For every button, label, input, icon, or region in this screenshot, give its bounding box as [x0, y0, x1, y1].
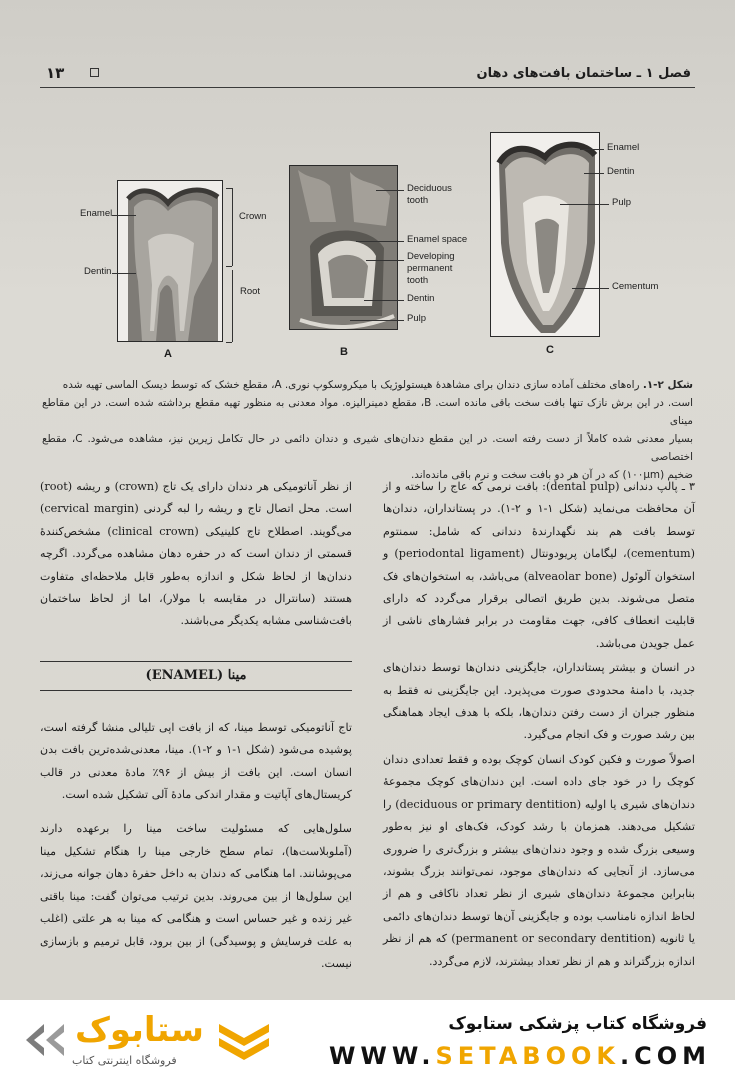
- label-deciduous-tooth: tooth: [407, 195, 429, 206]
- panel-letter-c: C: [546, 344, 554, 356]
- url-prefix: WWW.: [328, 1042, 436, 1070]
- leader-line: [572, 288, 609, 289]
- figure: [0, 120, 735, 370]
- label-deciduous: Deciduous: [407, 183, 452, 194]
- label-crown: Crown: [239, 211, 267, 222]
- label-enamel-space: Enamel space: [407, 234, 468, 245]
- shop-url[interactable]: [329, 1042, 711, 1070]
- label-pulp-c: Pulp: [612, 197, 632, 208]
- shop-title: فروشگاه کتاب پزشکی ستابوک: [448, 1014, 707, 1034]
- label-enamel-c: Enamel: [607, 142, 640, 153]
- logo-text: ستابوک: [75, 1010, 204, 1050]
- paragraph: در انسان و بیشتر پستانداران، جایگزینی دندان‌ها توسط دندان‌های جدید، با دامنهٔ محدودی صورت می‌پذیرد. این جایگزینی نه فقط به منظور جبران از دست رفتن دندان‌ها، بلکه با هدف ایجاد هماهنگی بین رشد صورت و فک انجام می‌گیرد.: [383, 661, 695, 742]
- figure-panel-c-image: [490, 132, 600, 337]
- label-developing: Developing: [407, 251, 455, 262]
- section-heading: مینا (ENAMEL): [40, 661, 352, 691]
- label-root: Root: [240, 286, 261, 297]
- root-bracket: [232, 270, 233, 342]
- leader-line: [580, 149, 604, 150]
- right-column: [383, 476, 695, 975]
- leader-line: [226, 188, 232, 189]
- square-icon: [90, 68, 99, 77]
- leader-line: [350, 320, 404, 321]
- paragraph: تاج آناتومیکی توسط مینا، که از بافت اپی تلیالی منشا گرفته است، پوشیده می‌شود (شکل ۱-۱ و ۲-۱). مینا، معدنی‌شده‌ترین بافت بدن انسان است. این بافت از بیش از ۹۶٪ مادهٔ معدنی در قالب کریستال‌های آپاتیت و مقدار اندکی مادهٔ آلی تشکیل شده است.: [40, 720, 353, 802]
- label-cementum: Cementum: [612, 281, 659, 292]
- label-dentin-c: Dentin: [607, 166, 635, 177]
- panel-letter-a: A: [164, 348, 172, 360]
- page-header: [40, 62, 695, 88]
- leader-line: [112, 215, 136, 216]
- chevron-logo-icon: [215, 1018, 273, 1064]
- caption-line: ضخیم (۱۰۰μm) که در آن هر دو بافت سخت و نرم باقی مانده‌اند.: [410, 469, 693, 481]
- label-dentin-b: Dentin: [407, 293, 435, 304]
- figure-caption: [42, 376, 693, 484]
- leader-line: [226, 266, 232, 267]
- chapter-title: فصل ۱ ـ ساختمان بافت‌های دهان: [476, 66, 691, 81]
- figure-panel-a-image: [117, 180, 223, 342]
- shop-banner: [0, 1000, 735, 1080]
- url-brand: SETABOOK: [435, 1042, 620, 1070]
- leader-line: [356, 241, 404, 242]
- caption-text: راه‌های مختلف آماده سازی دندان برای مشاهدهٔ هیستولوژیک با میکروسکوپ نوری. A، مقطع خشک که توسط دیسک الماسی تهیه شده: [62, 379, 640, 391]
- book-logo-icon: [22, 1016, 70, 1064]
- leader-line: [376, 190, 404, 191]
- leader-line: [112, 273, 136, 274]
- panel-letter-b: B: [340, 346, 348, 358]
- caption-line: [42, 376, 693, 394]
- caption-line: است. در این برش نازک تنها بافت سخت باقی مانده است. B، مقطع دمینرالیزه. مواد معدنی به منظور تهیه مقطع برداشته شده است. در این مقاطع مینای: [42, 397, 693, 427]
- logo-subtitle: فروشگاه اینترنتی کتاب: [72, 1054, 177, 1067]
- paragraph: ۳ ـ پالپ دندانی (dental pulp): بافت نرمی که عاج را ساخته و از آن محافظت می‌نماید (شکل ۱-۱ و ۲-۱). در پستانداران، دندان‌ها توسط بافت هم بند نگهدارندهٔ دندانی که شامل: سمنتوم (cementum)، لیگامان پریودونتال (periodontal ligament) و استخوان آلوئول (alveaolar bone) می‌باشد، به استخوان‌های فک متصل می‌شوند. بدین طریق اتصالی برقرار می‌گردد که دارای قابلیت انعطاف کافی، جهت مقاومت در برابر فشارهای ناشی از عمل جویدن می‌باشد.: [383, 480, 696, 650]
- left-column: [40, 476, 352, 977]
- paragraph: سلول‌هایی که مسئولیت ساخت مینا را برعهده دارند (آملوبلاست‌ها)، تمام سطح خارجی مینا را هنگام تشکیل مینا می‌پوشانند. اما هنگامی که دندان به داخل حفرهٔ دهان جوانه می‌زند، این سلول‌ها از بین می‌روند. بدین ترتیب می‌توان گفت: مینا باقتی غیر زنده و غیر حساس است و هنگامی که مینا به هر علتی (اغلب به علت فرسایش و پوسیدگی) از بین برود، قابل ترمیم و بازسازی نیست.: [40, 822, 352, 970]
- page-number: ۱۳: [46, 64, 65, 82]
- label-permanent-tooth: tooth: [407, 275, 429, 286]
- leader-line: [560, 204, 609, 205]
- crown-bracket: [232, 188, 233, 266]
- paragraph: اصولاً صورت و فکین کودک انسان کوچک بوده و فقط تعدادی دندان کوچک را در خود جای داده است. این دندان‌های کوچک مجموعهٔ دندان‌های شیری یا اولیه (deciduous or primary dentition) را تشکیل می‌دهند. همزمان با رشد کودک، فک‌های او نیز به‌طور وسیعی بزرگ شده و وجود دندان‌های بیشتر و بزرگ‌تری را ضروری می‌سازد. از آنجایی که دندان‌های موجود، نمی‌توانند بزرگ بشوند، بنابراین مجموعهٔ دندان‌های شیری از نظر تعداد ناکافی و هم از لحاظ اندازه نامناسب بوده و جایگزینی آن‌ها توسط دندان‌های دائمی یا ثانویه (permanent or secondary dentition) که هم از نظر اندازه بزرگتراند و هم از نظر تعداد بیشترند، لازم می‌گردد.: [383, 752, 696, 968]
- label-dentin-a: Dentin: [84, 266, 112, 277]
- leader-line: [366, 260, 404, 261]
- leader-line: [226, 342, 232, 343]
- caption-head: شکل ۲-۱.: [642, 379, 693, 391]
- leader-line: [364, 300, 404, 301]
- label-pulp-b: Pulp: [407, 313, 427, 324]
- label-enamel-a: Enamel: [80, 208, 113, 219]
- url-suffix: .COM: [619, 1042, 711, 1070]
- label-permanent: permanent: [407, 263, 453, 274]
- leader-line: [584, 173, 604, 174]
- caption-line: بسیار معدنی شده کاملاً از دست رفته است. در این مقطع دندان‌های شیری و دندان دائمی در حال تکامل زیرین نیز، مشاهده می‌شود. C، مقطع اختصاصی: [42, 433, 693, 463]
- paragraph: از نظر آناتومیکی هر دندان دارای یک تاج (crown) و ریشه (root) است. محل اتصال تاج و ریشه را لبه گردنی (cervical margin) می‌گویند. اصطلاح تاج کلینیکی (clinical crown) مشخص‌کنندهٔ قسمتی از دندان است که در حفره دهان مشاهده می‌گردد. اگرچه دندان‌ها از لحاظ شکل و اندازه به‌طور قابل ملاحظه‌ای متفاوت هستند (سانترال در مقایسه با مولار)، اما از لحاظ ساختمان بافت‌شناسی مشابه یکدیگر می‌باشند.: [40, 480, 353, 628]
